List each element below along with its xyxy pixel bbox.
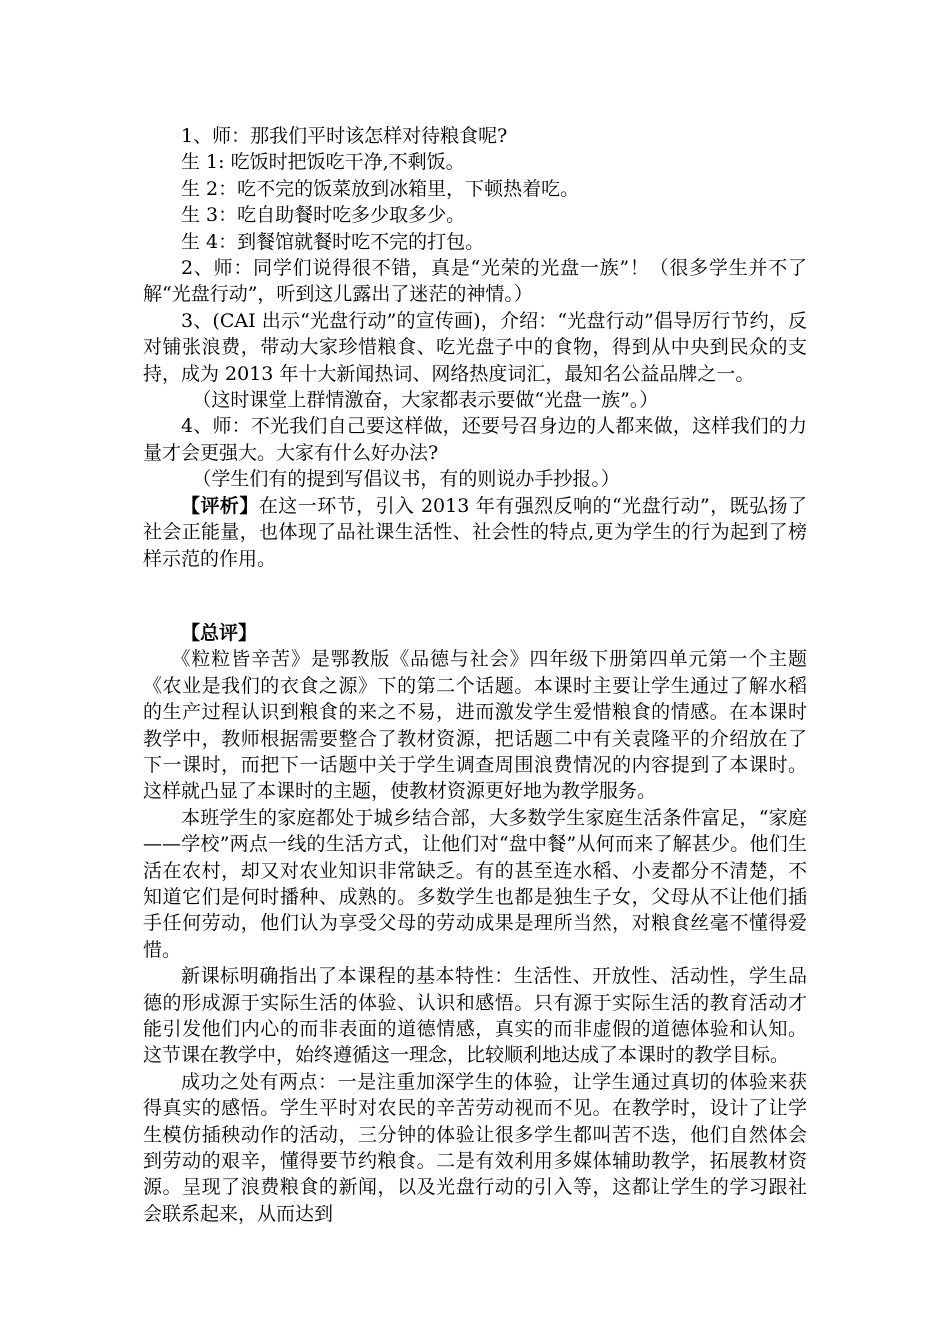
analysis-paragraph [143,493,807,572]
student-answer-4: 生 4：到餐馆就餐时吃不完的打包。 [181,230,485,253]
document-body [143,123,807,1227]
classroom-note-2: （学生们有的提到写倡议书，有的则说办手抄报。） [192,468,620,491]
summary-paragraph-2: 本班学生的家庭都处于城乡结合部，大多数学生家庭生活条件富足，“家庭——学校”两点一线的生活方式，让他们对“盘中餐”从何而来了解甚少。他们生活在农村，却又对农业知识非常缺乏。有的甚至连水稻、小麦都分不清楚，不知道它们是何时播种、成熟的。多数学生也都是独生子女，父母从不让他们插手任何劳动，他们认为享受父母的劳动成果是理所当然，对粮食丝毫不懂得爱惜。 [143,806,807,961]
summary-paragraph-3: 新课标明确指出了本课程的基本特性：生活性、开放性、活动性，学生品德的形成源于实际生活的体验、认识和感悟。只有源于实际生活的教育活动才能引发他们内心的而非表面的道德情感，真实的而非虚假的道德体验和认知。这节课在教学中，始终遵循这一理念，比较顺利地达成了本课时的教学目标。 [143,965,807,1067]
student-answer-2: 生 2：吃不完的饭菜放到冰箱里，下顿热着吃。 [181,177,580,200]
teacher-question-4: 4、师：不光我们自己要这样做，还要号召身边的人都来做，这样我们的力量才会更强大。大家有什么好办法? [143,415,807,464]
teacher-remark-2: 2、师：同学们说得很不错，真是“光荣的光盘一族”！（很多学生并不了解“光盘行动”，听到这儿露出了迷茫的神情。） [143,257,807,306]
section-gap [143,572,807,620]
student-answer-1: 生 1: 吃饭时把饭吃干净,不剩饭。 [181,151,465,174]
analysis-text: 在这一环节，引入 2013 年有强烈反响的“光盘行动”，既弘扬了社会正能量，也体现了品社课生活性、社会性的特点,更为学生的行为起到了榜样示范的作用。 [143,494,807,570]
analysis-label: 【评析】 [181,494,259,517]
summary-paragraph-4: 成功之处有两点：一是注重加深学生的体验，让学生通过真切的体验来获得真实的感悟。学生平时对农民的辛苦劳动视而不见。在教学时，设计了让学生模仿插秧动作的活动，三分钟的体验让很多学生都叫苦不迭，他们自然体会到劳动的艰辛，懂得要节约粮食。二是有效利用多媒体辅助教学，拓展教材资源。呈现了浪费粮食的新闻，以及光盘行动的引入等，这都让学生的学习跟社会联系起来，从而达到 [143,1070,807,1225]
classroom-note-1: （这时课堂上群情激奋，大家都表示要做“光盘一族”。） [192,389,659,412]
teacher-intro-3: 3、(CAI 出示“光盘行动”的宣传画)，介绍：“光盘行动”倡导厉行节约，反对铺张浪费，带动大家珍惜粮食、吃光盘子中的食物，得到从中央到民众的支持，成为 2013 年十大新闻热词、网络热度词汇，最知名公益品牌之一。 [143,309,807,385]
teacher-question-1: 1、师：那我们平时该怎样对待粮食呢? [181,125,508,147]
student-answer-3: 生 3：吃自助餐时吃多少取多少。 [181,204,466,227]
summary-paragraph-1: 《粒粒皆辛苦》是鄂教版《品德与社会》四年级下册第四单元第一个主题《农业是我们的衣食之源》下的第二个话题。本课时主要让学生通过了解水稻的生产过程认识到粮食的来之不易，进而激发学生爱惜粮食的情感。在本课时教学中，教师根据需要整合了教材资源，把话题二中有关袁隆平的介绍放在了下一课时，而把下一话题中关于学生调查周围浪费情况的内容提到了本课时。这样就凸显了本课时的主题，使教材资源更好地为教学服务。 [143,648,807,803]
summary-heading: 【总评】 [181,621,258,644]
